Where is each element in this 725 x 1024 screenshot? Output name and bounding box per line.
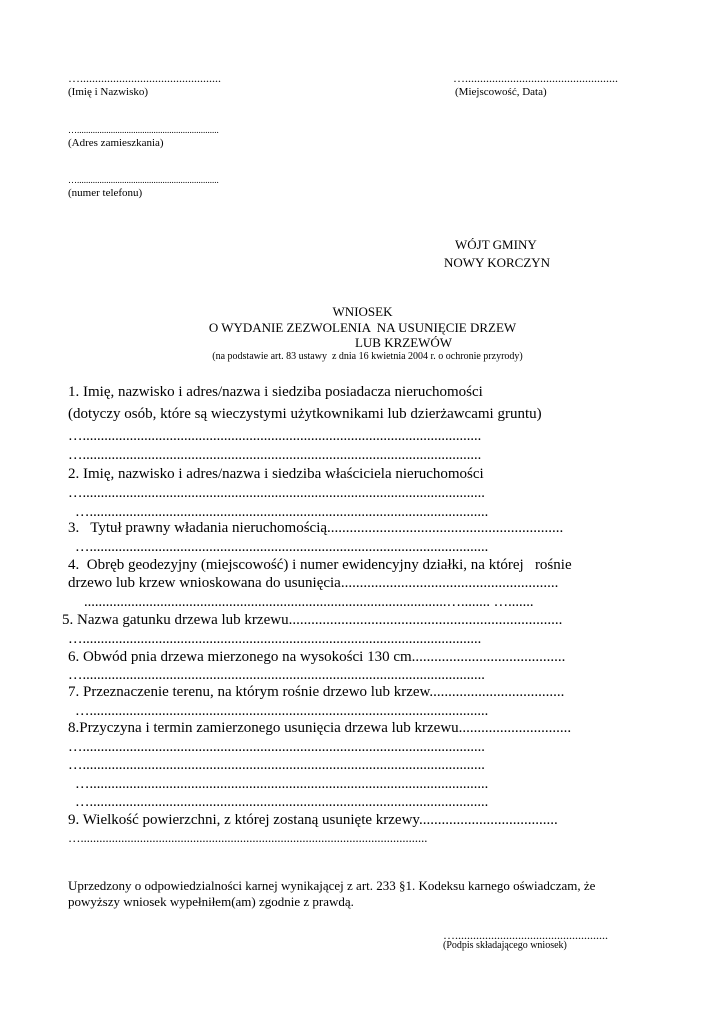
question-5-line[interactable]: 5. Nazwa gatunku drzewa lub krzewu......................................................................... — [62, 612, 563, 628]
place-date-label: (Miejscowość, Data) — [455, 86, 547, 98]
question-9-answer[interactable]: …............................................................................................................... — [68, 831, 428, 845]
document-title-line-2: O WYDANIE ZEZWOLENIA NA USUNIĘCIE DRZEW — [208, 320, 517, 335]
question-8-answer-2[interactable]: …............................................................................................................... — [68, 757, 485, 773]
question-6-answer[interactable]: …............................................................................................................... — [68, 667, 485, 683]
question-2-answer-1[interactable]: …............................................................................................................... — [68, 485, 485, 501]
question-1-answer-2[interactable]: ….............................................................................................................. — [68, 447, 482, 463]
question-7-answer[interactable]: ….............................................................................................................. — [75, 703, 489, 719]
name-field[interactable]: …............................................... — [68, 71, 221, 85]
question-2-line: 2. Imię, nazwisko i adres/nazwa i siedziba właściciela nieruchomości — [68, 466, 484, 482]
question-7-line[interactable]: 7. Przeznaczenie terenu, na którym rośnie drzewo lub krzew.................................... — [68, 684, 565, 700]
document-title: WNIOSEK — [332, 304, 393, 319]
signature-label: (Podpis składającego wniosek) — [443, 940, 567, 951]
question-6-line[interactable]: 6. Obwód pnia drzewa mierzonego na wysokości 130 cm......................................... — [68, 649, 566, 665]
question-4-line-2[interactable]: drzewo lub krzew wnioskowana do usunięcia.......................................................... — [68, 575, 559, 591]
question-4-line-1: 4. Obręb geodezyjny (miejscowość) i numer ewidencyjny działki, na której rośnie — [68, 557, 572, 573]
question-1-line-2: (dotyczy osób, które są wieczystymi użytkownikami lub dzierżawcami gruntu) — [68, 406, 542, 422]
question-1-line-1: 1. Imię, nazwisko i adres/nazwa i siedziba posiadacza nieruchomości — [68, 384, 483, 400]
place-date-field[interactable]: …................................................... — [453, 71, 618, 85]
name-label: (Imię i Nazwisko) — [68, 86, 149, 98]
legal-basis: (na podstawie art. 83 ustawy z dnia 16 kwietnia 2004 r. o ochronie przyrody) — [212, 351, 523, 362]
signature-field[interactable]: …................................................... — [443, 928, 608, 942]
question-8-answer-1[interactable]: …............................................................................................................... — [68, 739, 485, 755]
question-3-line[interactable]: 3. Tytuł prawny władania nieruchomością............................................................... — [68, 520, 564, 536]
question-3-answer[interactable]: ….............................................................................................................. — [75, 539, 489, 555]
question-8-answer-3[interactable]: ….............................................................................................................. — [75, 776, 489, 792]
phone-field[interactable]: …............................................................... — [68, 175, 219, 185]
question-8-line[interactable]: 8.Przyczyna i termin zamierzonego usunięcia drzewa lub krzewu.............................. — [68, 720, 572, 736]
recipient-line-2: NOWY KORCZYN — [444, 255, 551, 270]
recipient-line-1: WÓJT GMINY — [455, 237, 537, 252]
address-label: (Adres zamieszkania) — [68, 137, 164, 149]
question-8-answer-4[interactable]: ….............................................................................................................. — [75, 794, 489, 810]
declaration-line-2: powyższy wniosek wypełniłem(am) zgodnie z prawdą. — [68, 894, 354, 909]
question-5-answer[interactable]: ….............................................................................................................. — [68, 631, 482, 647]
question-2-answer-2[interactable]: ….............................................................................................................. — [75, 504, 489, 520]
question-4-answer[interactable]: ....................................................................................................…........ …....... — [84, 594, 534, 610]
question-1-answer-1[interactable]: ….............................................................................................................. — [68, 428, 482, 444]
question-9-line[interactable]: 9. Wielkość powierzchni, z której zostaną usunięte krzewy..................................... — [68, 812, 558, 828]
declaration-line-1: Uprzedzony o odpowiedzialności karnej wynikającej z art. 233 §1. Kodeksu karnego oświadczam, że — [68, 878, 596, 893]
document-title-line-3: LUB KRZEWÓW — [354, 335, 453, 350]
phone-label: (numer telefonu) — [68, 187, 143, 199]
address-field[interactable]: …............................................................... — [68, 125, 219, 135]
